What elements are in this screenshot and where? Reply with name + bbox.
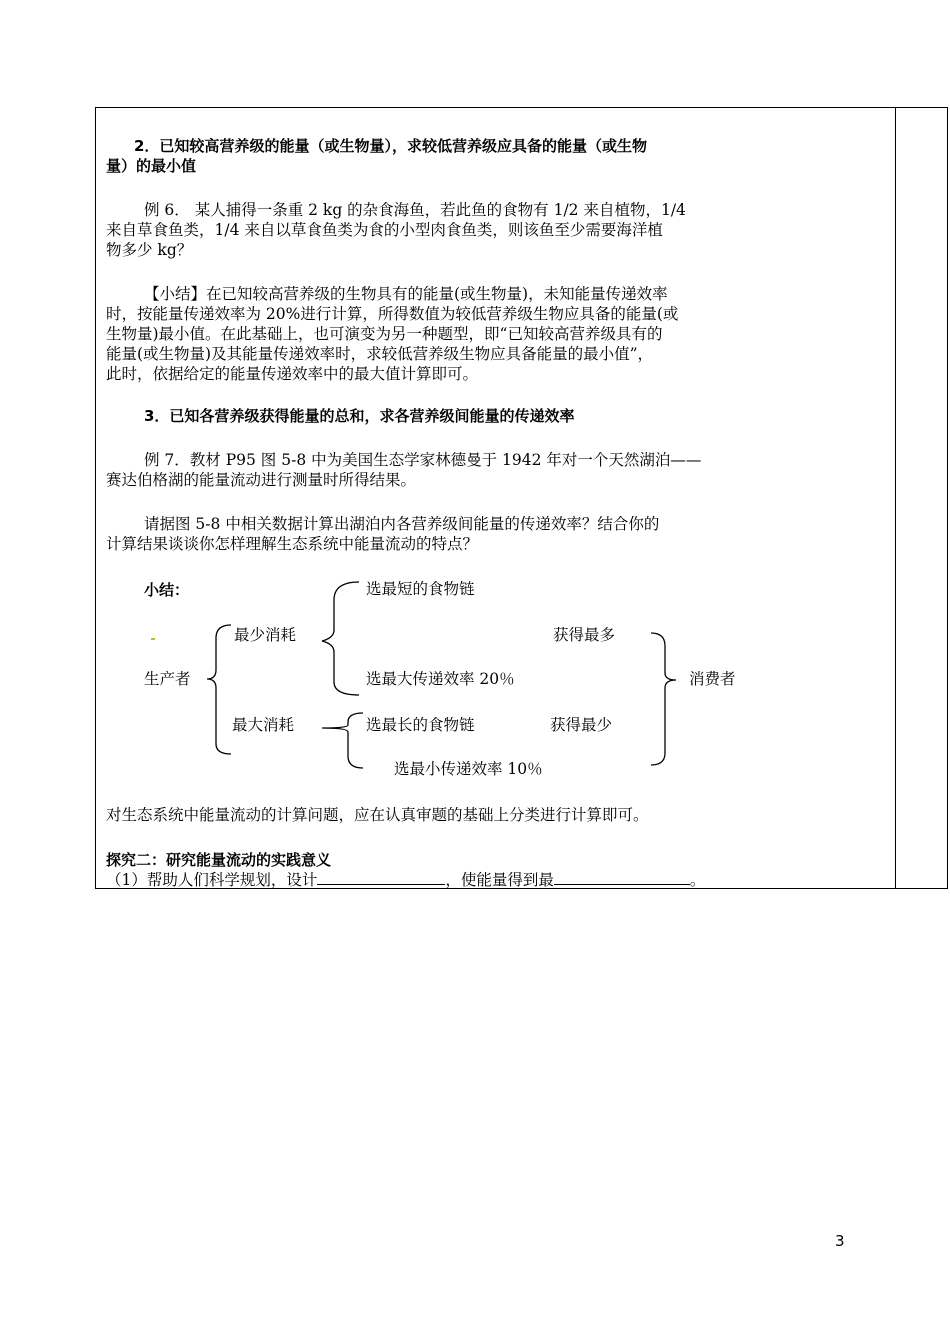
- example6-line3: 物多少 kg？: [106, 241, 193, 259]
- section2-heading-line1: 2．已知较高营养级的能量（或生物量），求较低营养级应具备的能量（或生物: [134, 137, 647, 155]
- explore2-item1-prefix: （1）帮助人们科学规划，设计: [106, 871, 318, 889]
- diagram-summary-label: 小结：: [144, 581, 190, 599]
- explore2-item1: [106, 870, 705, 891]
- section3-heading: 3．已知各营养级获得能量的总和，求各营养级间能量的传递效率: [144, 407, 575, 425]
- brace-min-consume: [322, 582, 359, 695]
- page-number: 3: [835, 1232, 845, 1250]
- summary-line2: 时，按能量传递效率为 20%进行计算，所得数值为较低营养级生物应具备的能量(或: [106, 305, 679, 323]
- content-table: [95, 107, 948, 889]
- example7-line2: 赛达伯格湖的能量流动进行测量时所得结果。: [106, 471, 417, 489]
- shortest-chain-label: 选最短的食物链: [366, 580, 475, 598]
- question-line2: 计算结果谈谈你怎样理解生态系统中能量流动的特点？: [106, 535, 479, 553]
- brace-producer: [207, 625, 231, 754]
- summary-line5: 此时，依据给定的能量传递效率中的最大值计算即可。: [106, 365, 479, 383]
- summary-line1: 【小结】在已知较高营养级的生物具有的能量(或生物量)，未知能量传递效率: [144, 285, 668, 303]
- section2-heading-line2: 量）的最小值: [106, 157, 197, 175]
- brace-consumer: [651, 633, 676, 765]
- max-efficiency-label: 选最大传递效率 20％: [366, 670, 515, 688]
- example6-line2: 来自草食鱼类，1/4 来自以草食鱼类为食的小型肉食鱼类，则该鱼至少需要海洋植: [106, 221, 663, 239]
- brace-max-consume: [322, 713, 363, 768]
- question-line1: 请据图 5-8 中相关数据计算出湖泊内各营养级间能量的传递效率？结合你的: [144, 515, 660, 533]
- summary-line4: 能量(或生物量)及其能量传递效率时，求较低营养级生物应具备能量的最小值”，: [106, 345, 654, 363]
- longest-chain-label: 选最长的食物链: [366, 716, 475, 734]
- explore2-heading: 探究二：研究能量流动的实践意义: [106, 851, 332, 869]
- table-column-divider: [895, 108, 896, 888]
- blank-utilization[interactable]: [554, 870, 690, 885]
- get-most-label: 获得最多: [553, 626, 616, 644]
- consumer-label: 消费者: [689, 670, 736, 688]
- max-consume-label: 最大消耗: [232, 716, 295, 734]
- explore2-item1-middle: ，使能量得到最: [445, 871, 554, 889]
- brace-diagram: [96, 108, 796, 808]
- get-least-label: 获得最少: [550, 716, 613, 734]
- explore2-item1-suffix: 。: [689, 871, 706, 889]
- example6-line1: 例 6． 某人捕得一条重 2 kg 的杂食海鱼，若此鱼的食物有 1/2 来自植物，1/4: [144, 201, 686, 219]
- blank-design[interactable]: [317, 870, 445, 885]
- min-consume-label: 最少消耗: [234, 626, 297, 644]
- example7-line1: 例 7．教材 P95 图 5-8 中为美国生态学家林德曼于 1942 年对一个天然湖泊——: [144, 451, 702, 469]
- conclusion-text: 对生态系统中能量流动的计算问题，应在认真审题的基础上分类进行计算即可。: [106, 806, 649, 824]
- producer-label: 生产者: [144, 670, 191, 688]
- summary-line3: 生物量)最小值。在此基础上，也可演变为另一种题型，即“已知较高营养级具有的: [106, 325, 663, 343]
- min-efficiency-label: 选最小传递效率 10％: [394, 760, 543, 778]
